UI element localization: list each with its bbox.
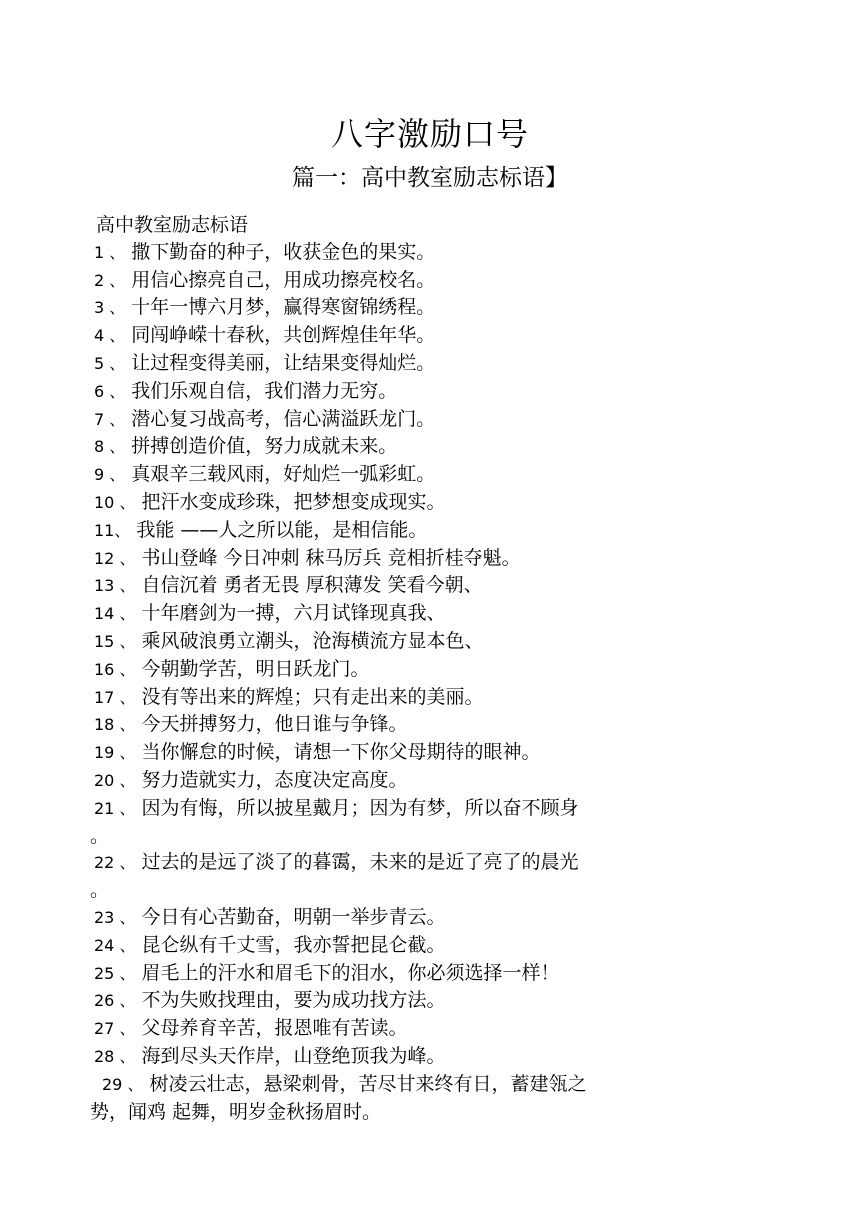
item-text: 让过程变得美丽，让结果变得灿烂。 [131, 351, 436, 374]
item-text: 今朝勤学苦，明日跃龙门。 [141, 657, 370, 680]
document-body [90, 212, 730, 1125]
item-text: 努力造就实力，态度决定高度。 [141, 768, 408, 791]
list-item [90, 600, 730, 628]
list-item [90, 350, 730, 378]
item-number: 18 、 [94, 715, 136, 735]
list-item [90, 239, 730, 267]
item-text: 父母养育辛苦，报恩唯有苦读。 [141, 1017, 408, 1040]
document-title: 八字激励口号 [330, 115, 529, 153]
list-item [90, 572, 730, 600]
item-text: 眉毛上的汗水和眉毛下的泪水，你必须选择一样！ [141, 961, 560, 984]
item-number: 21 、 [94, 798, 136, 818]
item-number: 11、 [94, 520, 131, 540]
item-number: 27 、 [94, 1019, 136, 1039]
item-number: 13 、 [94, 576, 136, 596]
item-number: 24 、 [94, 935, 136, 955]
slogan-list [90, 239, 730, 1126]
item-number: 14 、 [94, 604, 136, 624]
item-text: 拼搏创造价值，努力成就未来。 [131, 435, 398, 458]
list-item [90, 904, 730, 932]
item-text: 自信沉着 勇者无畏 厚积薄发 笑看今朝、 [141, 574, 483, 597]
item-text: 过去的是远了淡了的暮霭，未来的是近了亮了的晨光 [141, 851, 579, 874]
list-item [90, 628, 730, 656]
item-text: 树凌云壮志，悬梁刺骨，苦尽甘来终有日，蓄建瓴之 [149, 1072, 587, 1095]
item-number: 26 、 [94, 991, 136, 1011]
list-item [90, 545, 730, 573]
item-number: 6 、 [94, 381, 126, 401]
item-number: 7 、 [94, 409, 126, 429]
item-text: 没有等出来的辉煌；只有走出来的美丽。 [141, 685, 484, 708]
list-item [90, 1071, 730, 1126]
item-text: 把汗水变成珍珠，把梦想变成现实。 [141, 490, 446, 513]
item-text: 昆仑纵有千丈雪，我亦誓把昆仑截。 [141, 933, 446, 956]
item-text: 真艰辛三载风雨，好灿烂一弧彩虹。 [131, 463, 436, 486]
list-item [90, 267, 730, 295]
item-text: 十年一博六月梦，赢得寒窗锦绣程。 [131, 296, 436, 319]
item-number: 22 、 [94, 853, 136, 873]
list-item [90, 795, 730, 850]
item-text: 用信心擦亮自己，用成功擦亮校名。 [131, 268, 436, 291]
item-number: 19 、 [94, 743, 136, 763]
list-item [90, 684, 730, 712]
list-item [90, 1015, 730, 1043]
item-number: 17 、 [94, 687, 136, 707]
item-number: 2 、 [94, 270, 126, 290]
document-subtitle: 篇一：高中教室励志标语】 [292, 165, 568, 191]
item-text: 不为失败找理由，要为成功找方法。 [141, 989, 446, 1012]
item-text: 撒下勤奋的种子，收获金色的果实。 [131, 240, 436, 263]
list-item [90, 849, 730, 904]
list-item [90, 711, 730, 739]
list-item [90, 932, 730, 960]
list-item [90, 767, 730, 795]
item-text: 潜心复习战高考，信心满溢跃龙门。 [131, 407, 436, 430]
item-text-continuation: 势，闻鸡 起舞，明岁金秋扬眉时。 [90, 1100, 382, 1123]
list-item [90, 987, 730, 1015]
list-item [90, 378, 730, 406]
list-item [90, 739, 730, 767]
section-heading: 高中教室励志标语 [96, 214, 249, 236]
item-number: 12 、 [94, 548, 136, 568]
item-number: 23 、 [94, 907, 136, 927]
item-number: 29 、 [102, 1074, 144, 1094]
item-text: 我能 ——人之所以能，是相信能。 [136, 518, 428, 541]
item-number: 28 、 [94, 1046, 136, 1066]
item-number: 3 、 [94, 298, 126, 318]
item-number: 16 、 [94, 659, 136, 679]
list-item [90, 294, 730, 322]
list-item [90, 489, 730, 517]
list-item [90, 517, 730, 545]
item-number: 8 、 [94, 437, 126, 457]
list-item [90, 461, 730, 489]
list-item [90, 406, 730, 434]
item-text: 当你懈怠的时候，请想一下你父母期待的眼神。 [141, 741, 541, 764]
item-text: 乘风破浪勇立潮头，沧海横流方显本色、 [141, 629, 484, 652]
item-text-continuation: 。 [90, 824, 110, 847]
item-text: 因为有悔，所以披星戴月；因为有梦，所以奋不顾身 [141, 796, 579, 819]
item-text: 今天拼搏努力，他日谁与争锋。 [141, 713, 408, 736]
item-number: 10 、 [94, 492, 136, 512]
item-text: 书山登峰 今日冲刺 秣马厉兵 竞相折桂夺魁。 [141, 546, 521, 569]
item-number: 25 、 [94, 963, 136, 983]
list-item [90, 960, 730, 988]
item-number: 20 、 [94, 770, 136, 790]
item-text-continuation: 。 [90, 879, 110, 902]
item-text: 我们乐观自信，我们潜力无穷。 [131, 379, 398, 402]
item-number: 4 、 [94, 326, 126, 346]
item-text: 同闯峥嵘十春秋，共创辉煌佳年华。 [131, 324, 436, 347]
item-number: 9 、 [94, 465, 126, 485]
item-text: 海到尽头天作岸，山登绝顶我为峰。 [141, 1044, 446, 1067]
item-number: 5 、 [94, 353, 126, 373]
item-number: 1 、 [94, 242, 126, 262]
item-text: 十年磨剑为一搏，六月试锋现真我、 [141, 602, 446, 625]
list-item [90, 322, 730, 350]
list-item [90, 433, 730, 461]
list-item [90, 656, 730, 684]
item-text: 今日有心苦勤奋，明朝一举步青云。 [141, 905, 446, 928]
item-number: 15 、 [94, 631, 136, 651]
list-item [90, 1043, 730, 1071]
